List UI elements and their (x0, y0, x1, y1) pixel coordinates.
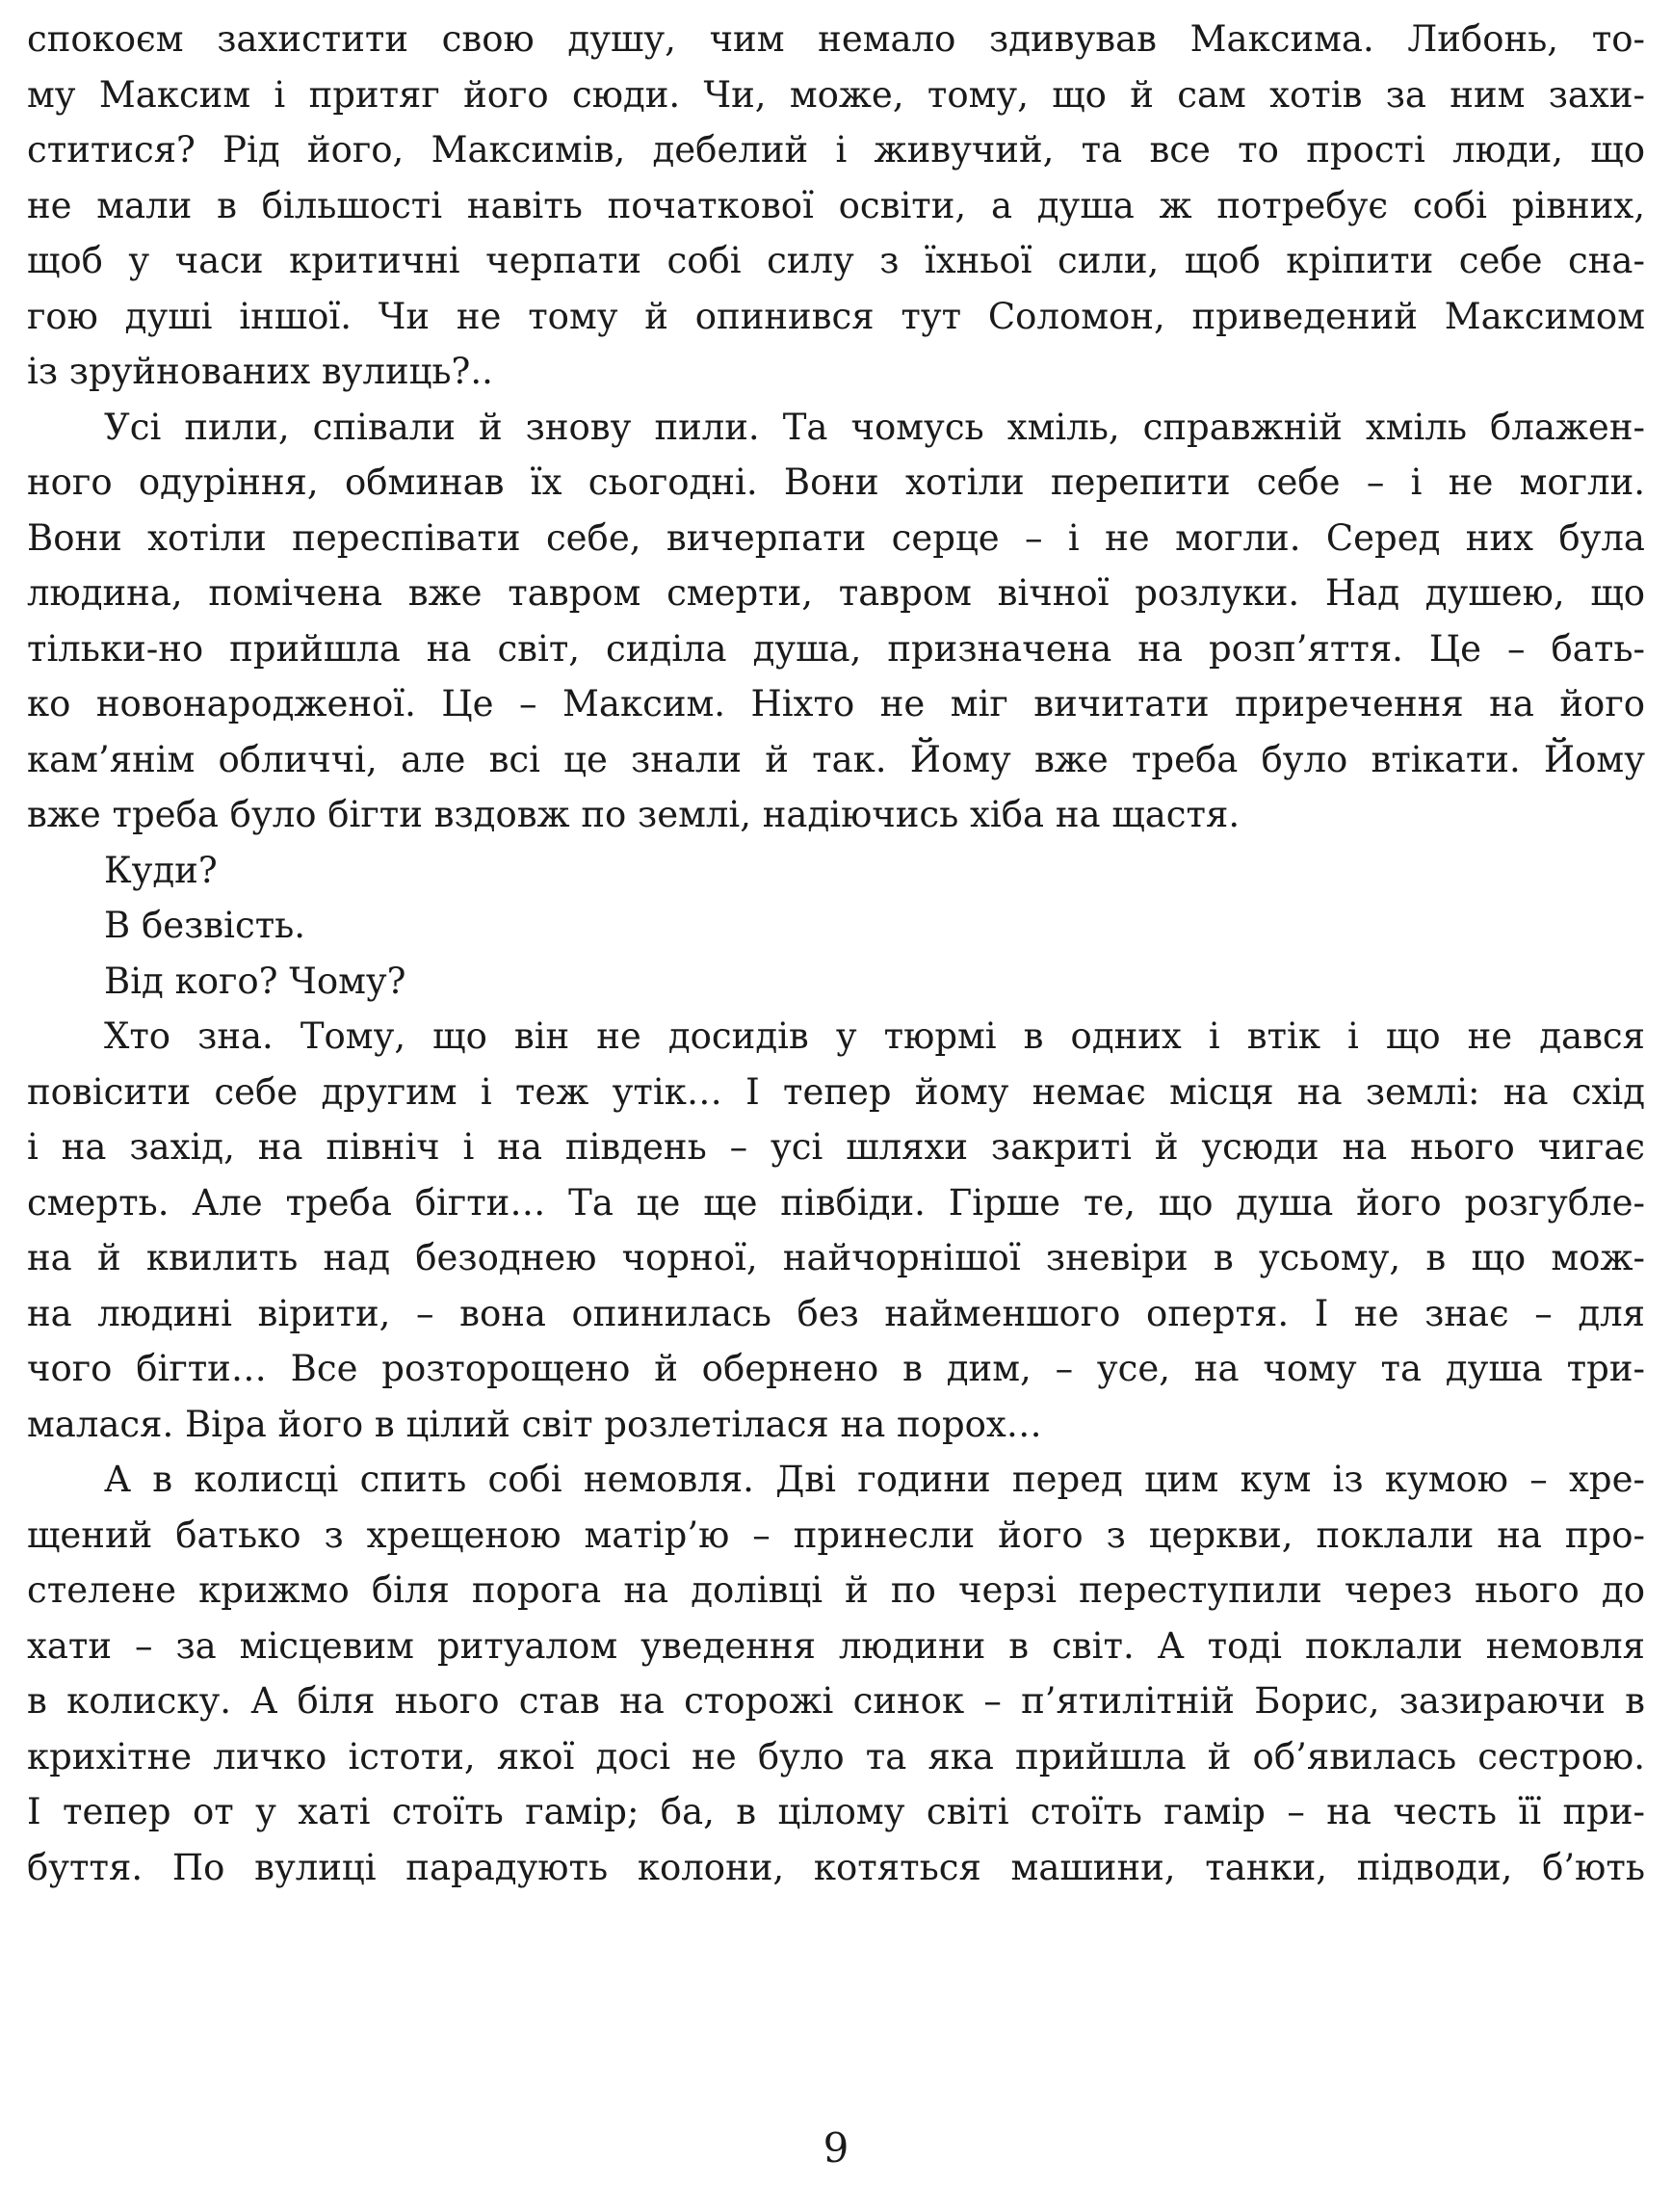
text-line: крихітне личко істоти, якої досі не було та яка прийшла й об’явилась сестрою. (27, 1735, 1645, 1778)
text-line: кам’янім обличчі, але всі це знали й так. Йому вже треба було втікати. Йому (27, 738, 1645, 780)
text-line: смерть. Але треба бігти… Та це ще півбіди. Гірше те, що душа його розгубле- (27, 1181, 1645, 1224)
text-line: щоб у часи критичні черпати собі силу з їхньої сили, щоб кріпити себе сна- (27, 240, 1645, 281)
text-line: на й квилить над безоднею чорної, найчорнішої зневіри в усьому, в що мож- (27, 1237, 1645, 1278)
body-text (27, 12, 1645, 1895)
text-line: хати – за місцевим ритуалом уведення людини в світ. А тоді поклали немовля (27, 1624, 1645, 1667)
text-line: ститися? Рід його, Максимів, дебелий і живучий, та все то прості люди, що (27, 129, 1645, 171)
text-line: стелене крижмо біля порога на долівці й по черзі переступили через нього до (27, 1569, 1645, 1611)
text-line: людина, помічена вже тавром смерти, тавром вічної розлуки. Над душею, що (27, 572, 1645, 614)
text-line: тільки-но прийшла на світ, сиділа душа, призначена на розп’яття. Це – бать- (27, 627, 1645, 670)
text-line: гою душі іншої. Чи не тому й опинився тут Соломон, приведений Максимом (27, 295, 1645, 337)
text-line: І тепер от у хаті стоїть гамір; ба, в цілому світі стоїть гамір – на честь її при- (27, 1791, 1645, 1832)
text-line: буття. По вулиці парадують колони, котяться машини, танки, підводи, б’ють (27, 1846, 1645, 1888)
text-line: ного одуріння, обминав їх сьогодні. Вони хотіли перепити себе – і не могли. (27, 461, 1645, 503)
paragraph-start-line: В безвість. (104, 905, 306, 946)
paragraph-start-line: Від кого? Чому? (104, 960, 406, 1002)
text-line: Вони хотіли переспівати себе, вичерпати серце – і не могли. Серед них була (27, 516, 1645, 559)
text-line: в колиску. А біля нього став на сторожі синок – п’ятилітній Борис, зазираючи в (27, 1680, 1645, 1722)
text-line: із зруйнованих вулиць?.. (27, 351, 493, 392)
text-line: вже треба було бігти вздовж по землі, надіючись хіба на щастя. (27, 794, 1241, 835)
text-line: чого бігти… Все розторощено й обернено в дим, – усе, на чому та душа три- (27, 1348, 1645, 1389)
text-line: і на захід, на північ і на південь – усі шляхи закриті й усюди на нього чигає (27, 1126, 1645, 1168)
paragraph-start-line: Куди? (104, 849, 218, 891)
text-line: повісити себе другим і теж утік… І тепер йому немає місця на землі: на схід (27, 1070, 1645, 1113)
book-page (27, 0, 1645, 2212)
text-line: ко новонародженої. Це – Максим. Ніхто не міг вичитати приречення на його (27, 683, 1645, 724)
text-line: не мали в більшості навіть початкової освіти, а душа ж потребує собі рівних, (27, 184, 1645, 226)
page-number: 9 (823, 2124, 849, 2172)
paragraph-start-line: Хто зна. Тому, що він не досидів у тюрмі в одних і втік і що не дався (104, 1015, 1645, 1057)
text-line: спокоєм захистити свою душу, чим немало здивував Максима. Либонь, то- (27, 18, 1645, 60)
text-line: малася. Віра його в цілий світ розлетілася на порох… (27, 1403, 1042, 1445)
text-line: му Максим і притяг його сюди. Чи, може, тому, що й сам хотів за ним захи- (27, 73, 1645, 116)
text-line: щений батько з хрещеною матір’ю – принесли його з церкви, поклали на про- (27, 1514, 1645, 1556)
paragraph-start-line: А в колисці спить собі немовля. Дві години перед цим кум із кумою – хре- (104, 1459, 1645, 1500)
paragraph-start-line: Усі пили, співали й знову пили. Та чомусь хміль, справжній хміль блажен- (104, 406, 1645, 448)
text-line: на людині вірити, – вона опинилась без найменшого опертя. І не знає – для (27, 1292, 1645, 1334)
